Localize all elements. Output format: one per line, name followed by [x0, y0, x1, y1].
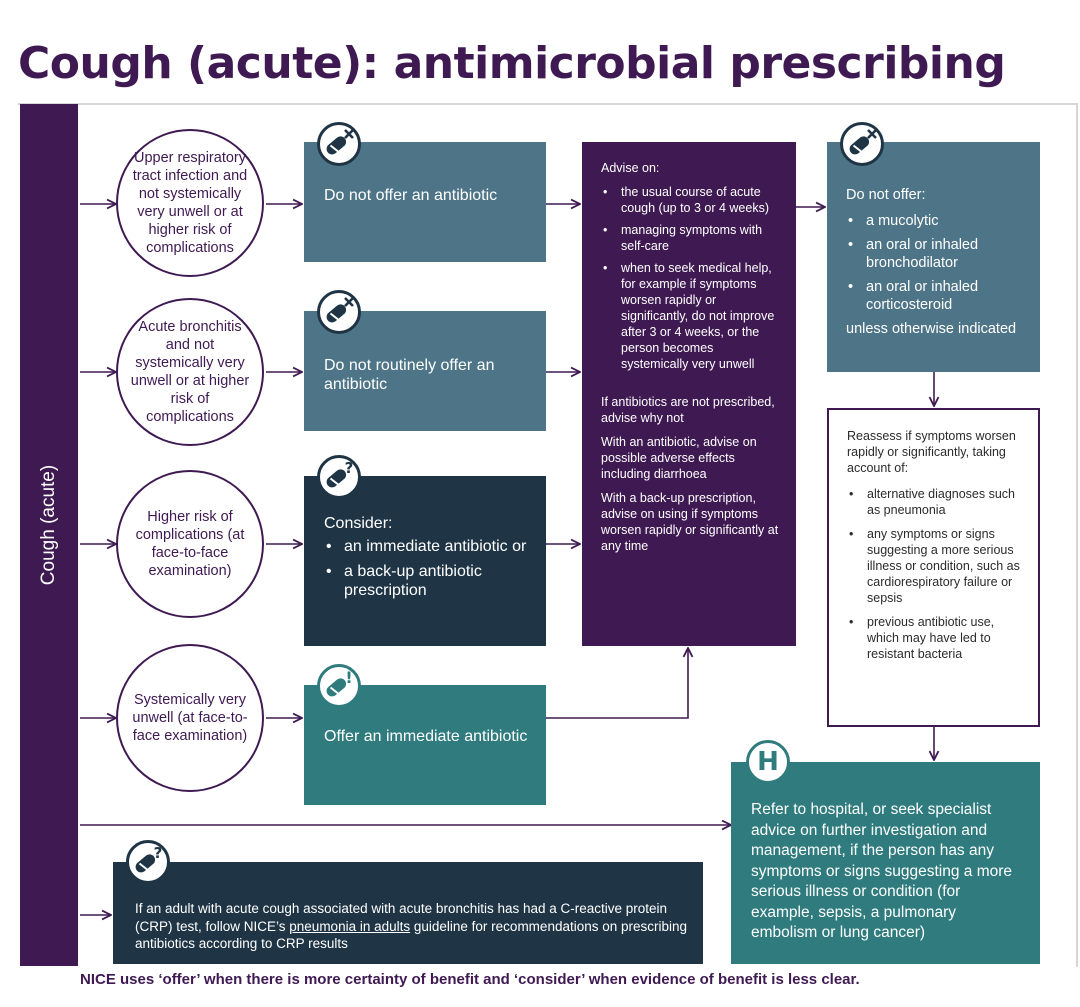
pill-no-icon — [840, 122, 884, 166]
advise-not-prescribed: If antibiotics are not prescribed, advise why not — [601, 395, 775, 425]
condition-higher-risk: Higher risk of complications (at face-to-face examination) — [116, 470, 264, 618]
do-not-offer-list — [846, 212, 1030, 314]
advise-list — [601, 184, 782, 372]
list-item: • any symptoms or signs suggesting a more serious illness or condition, such as cardiorespiratory failure or sepsis — [847, 526, 1028, 606]
do-not-offer-footer: unless otherwise indicated — [846, 321, 1017, 337]
condition-urti: Upper respiratory tract infection and not systemically very unwell or at higher risk of complications — [116, 129, 264, 277]
condition-systemically-unwell: Systemically very unwell (at face-to-face examination) — [116, 644, 264, 792]
pill-exclamation-icon — [317, 664, 361, 708]
pill-no-icon — [317, 122, 361, 166]
action-label: Do not routinely offer an antibiotic — [324, 357, 495, 393]
consider-heading: Consider: — [324, 515, 393, 532]
list-item: • a mucolytic — [846, 212, 1030, 230]
list-item: • an oral or inhaled bronchodilator — [846, 236, 1030, 272]
crp-text-before: If an adult with acute cough associated with acute bronchitis has had a C-reactive protein (CRP) test, follow NICE’s — [135, 901, 668, 934]
list-item: • a back-up antibiotic prescription — [324, 562, 532, 600]
reassess-box — [827, 408, 1040, 727]
pill-question-icon — [126, 840, 170, 884]
list-item: • an oral or inhaled corticosteroid — [846, 278, 1030, 314]
action-label: Do not offer an antibiotic — [324, 187, 498, 204]
refer-text: Refer to hospital, or seek specialist advice on further investigation and management, if the person has any symptoms or signs suggesting a more serious illness or condition (for example, sepsis, a pulmonary embolism or lung cancer) — [751, 801, 1013, 941]
list-item: • managing symptoms with self-care — [601, 222, 782, 254]
crp-box — [113, 862, 703, 964]
advise-box — [582, 142, 796, 646]
do-not-offer-heading: Do not offer: — [846, 187, 926, 203]
list-item: • when to seek medical help, for example if symptoms worsen rapidly or significantly, do not improve after 3 or 4 weeks, or the person becomes systemically very unwell — [601, 260, 782, 372]
pill-question-icon — [317, 455, 361, 499]
svg-text:!: ! — [345, 668, 353, 687]
advise-heading: Advise on: — [601, 161, 660, 175]
reassess-heading: Reassess if symptoms worsen rapidly or significantly, taking account of: — [847, 429, 1016, 475]
consider-list — [324, 537, 532, 600]
page-title: Cough (acute): antimicrobial prescribing — [18, 38, 1006, 89]
advise-with-antibiotic: With an antibiotic, advise on possible adverse effects including diarrhoea — [601, 435, 757, 481]
condition-acute-bronchitis: Acute bronchitis and not systemically very unwell or at higher risk of complications — [116, 298, 264, 446]
side-label: Cough (acute) — [38, 464, 59, 586]
action-consider — [304, 476, 546, 646]
list-item: • the usual course of acute cough (up to 3 or 4 weeks) — [601, 184, 782, 216]
svg-text:?: ? — [153, 844, 163, 862]
action-label: Offer an immediate antibiotic — [324, 728, 528, 745]
pill-no-icon — [317, 290, 361, 334]
advise-backup: With a back-up prescription, advise on using if symptoms worsen rapidly or significantly at any time — [601, 491, 779, 553]
list-item: • an immediate antibiotic or — [324, 537, 532, 556]
hospital-h-icon: H — [746, 740, 790, 784]
list-item: • previous antibiotic use, which may have led to resistant bacteria — [847, 614, 1028, 662]
list-item: • alternative diagnoses such as pneumonia — [847, 486, 1028, 518]
footer-note: NICE uses ‘offer’ when there is more certainty of benefit and ‘consider’ when evidence of benefit is less clear. — [80, 971, 860, 988]
refer-box — [731, 762, 1040, 964]
reassess-list — [847, 486, 1028, 662]
do-not-offer-box — [827, 142, 1040, 372]
svg-text:?: ? — [344, 459, 354, 477]
pneumonia-guideline-link[interactable]: pneumonia in adults — [289, 918, 411, 934]
crp-text-after: guideline for recommendations on prescribing antibiotics according to CRP results — [135, 918, 688, 951]
